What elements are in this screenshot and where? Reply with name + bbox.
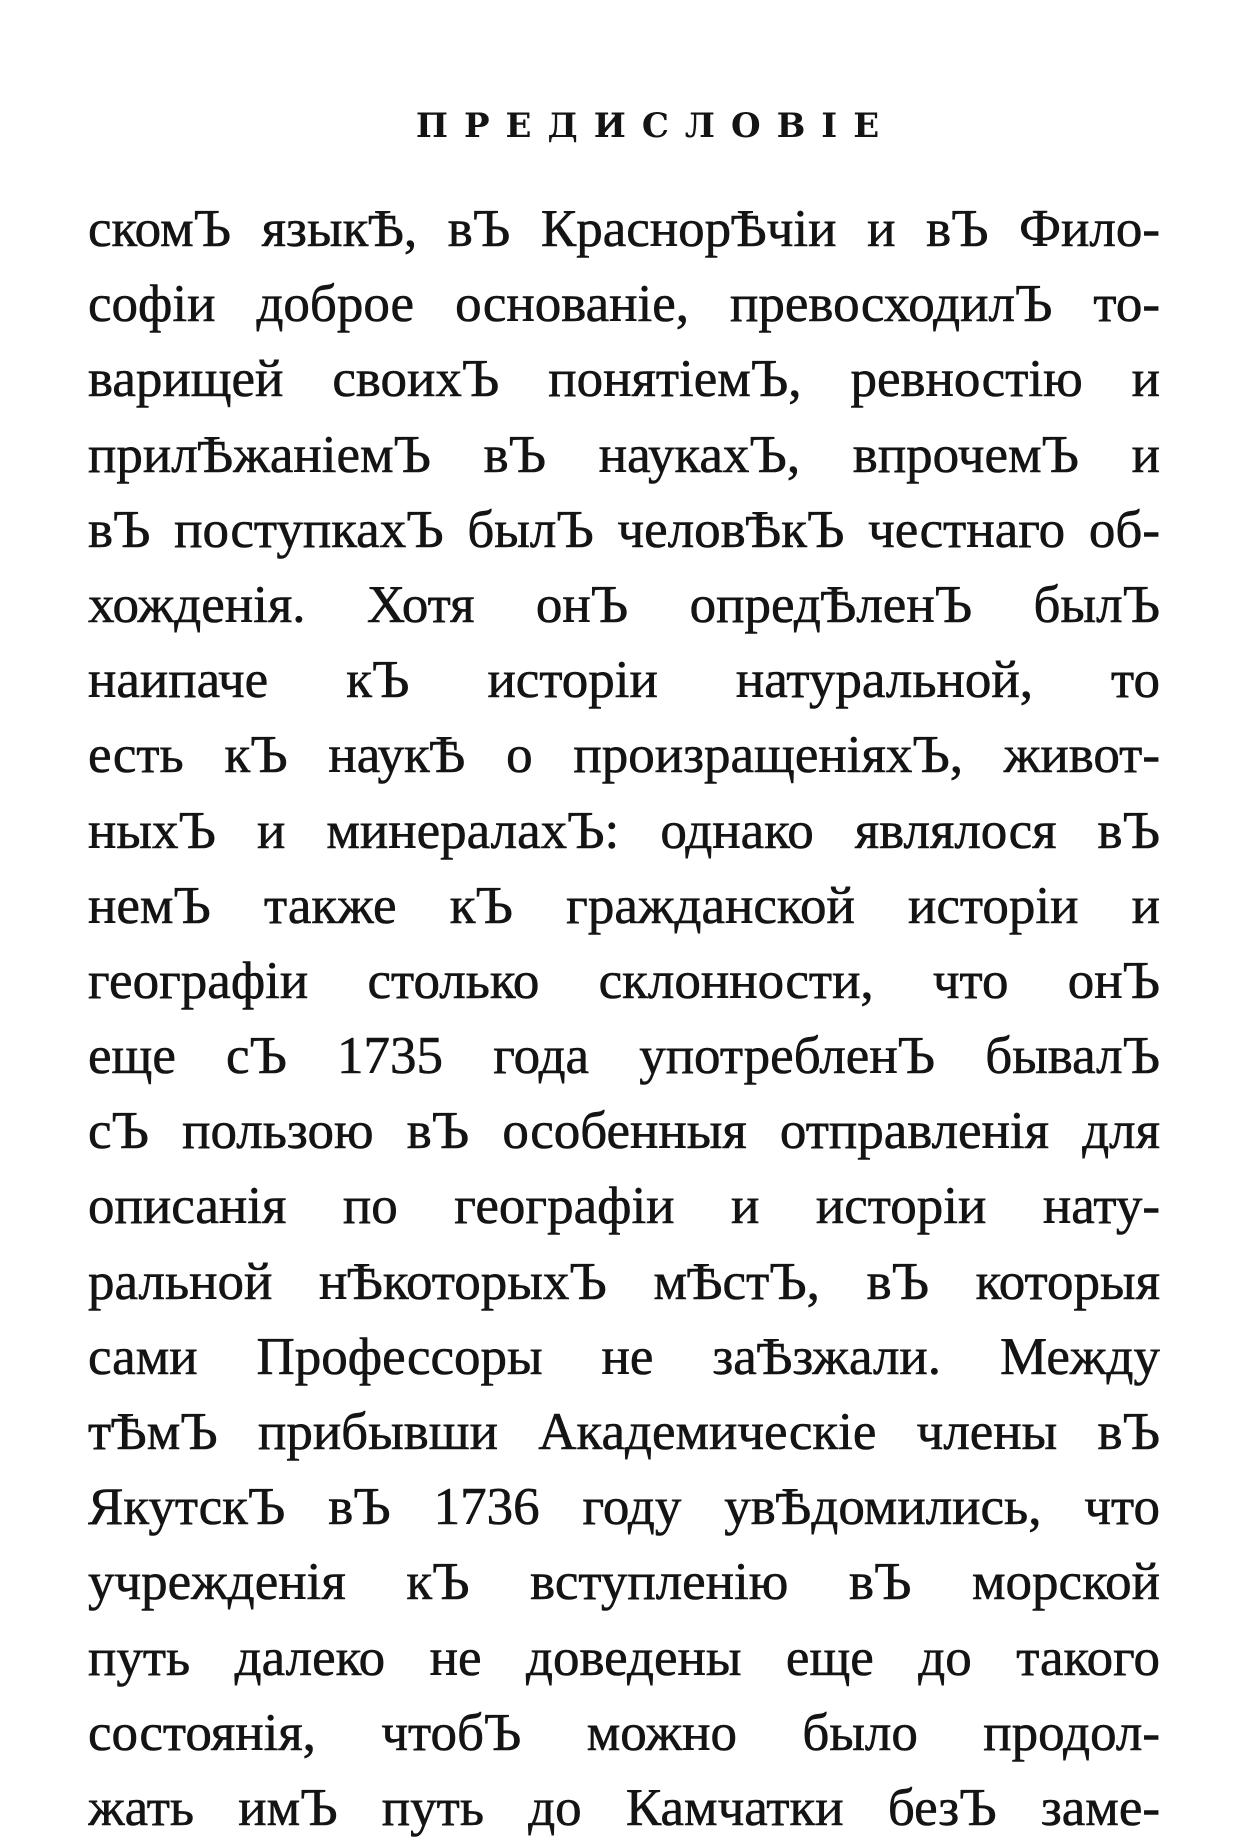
text-line: немЪ также кЪ гражданской исторіи и — [88, 876, 1160, 935]
text-line: сами Профессоры не заѢзжали. Между — [88, 1327, 1160, 1386]
text-line: географіи столько склонности, что онЪ — [88, 951, 1160, 1010]
text-line: вЪ поступкахЪ былЪ человѢкЪ честнаго об- — [88, 500, 1160, 559]
text-line: описанія по географіи и исторіи нату- — [88, 1177, 1160, 1236]
text-line: тѢмЪ прибывши Академическіе члены вЪ — [88, 1403, 1160, 1461]
text-line: учрежденія кЪ вступленію вЪ морской — [88, 1553, 1160, 1612]
text-line: жать имЪ путь до Камчатки безЪ заме- — [88, 1778, 1160, 1837]
body-text — [88, 192, 1160, 1846]
text-line: ЯкутскЪ вЪ 1736 году увѢдомились, что — [88, 1478, 1160, 1537]
running-head: ПРЕДИСЛОВІЕ — [415, 106, 896, 146]
text-line: состоянія, чтобЪ можно было продол- — [88, 1703, 1160, 1762]
text-line: сЪ пользою вЪ особенныя отправленія для — [88, 1102, 1160, 1161]
text-line: варищей своихЪ понятіемЪ, ревностію и — [88, 350, 1160, 409]
text-line: скомЪ языкѢ, вЪ КраснорѢчіи и вЪ Фило- — [88, 200, 1160, 258]
text-line: софіи доброе основаніе, превосходилЪ то- — [88, 275, 1160, 334]
text-line: хожденія. Хотя онЪ опредѢленЪ былЪ — [88, 575, 1160, 634]
text-line: ральной нѢкоторыхЪ мѢстЪ, вЪ которыя — [88, 1252, 1160, 1311]
text-line: еще сЪ 1735 года употребленЪ бывалЪ — [88, 1027, 1160, 1086]
text-line: есть кЪ наукѢ о произращеніяхЪ, живот- — [88, 726, 1160, 785]
text-line: наипаче кЪ исторіи натуральной, то — [88, 651, 1160, 710]
text-line: прилѢжаніемЪ вЪ наукахЪ, впрочемЪ и — [88, 425, 1160, 484]
text-line: путь далеко не доведены еще до такого — [88, 1628, 1160, 1687]
text-line: ныхЪ и минералахЪ: однако являлося вЪ — [88, 801, 1160, 860]
